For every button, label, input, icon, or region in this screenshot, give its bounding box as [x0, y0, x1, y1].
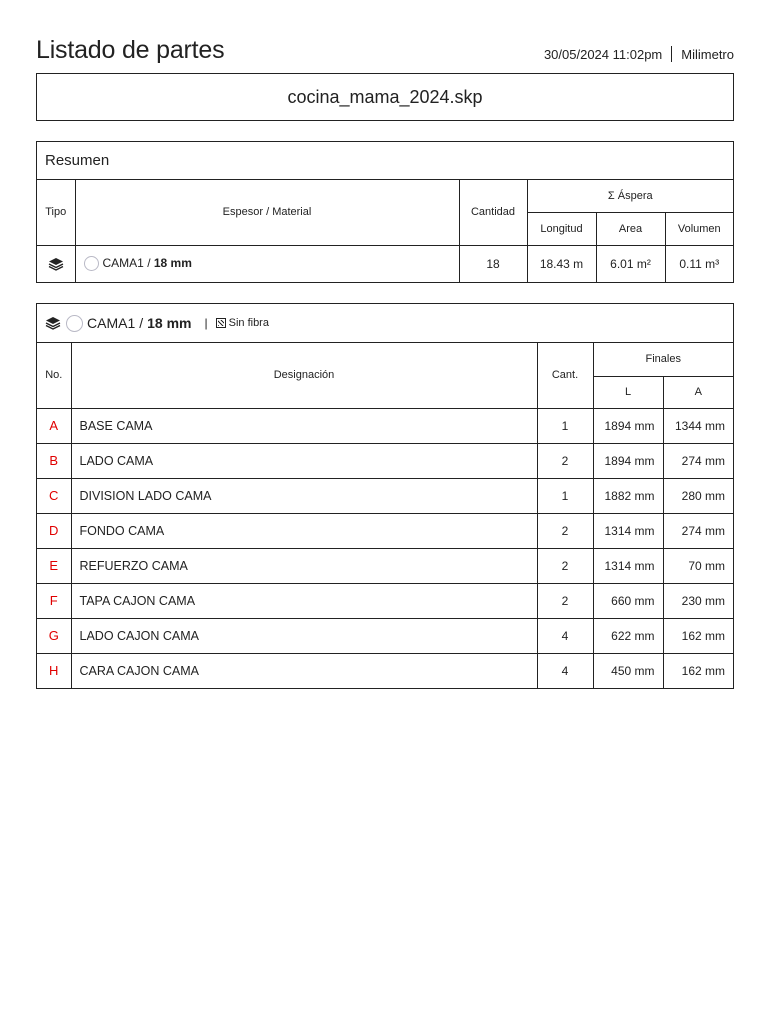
summary-thickness: 18 mm: [153, 256, 192, 271]
part-width: 162 mm: [663, 618, 733, 653]
report-units: Milimetro: [681, 46, 734, 62]
part-length: 1882 mm: [593, 478, 663, 513]
part-length: 1314 mm: [593, 513, 663, 548]
part-cant: 4: [537, 618, 593, 653]
summary-header: [37, 142, 733, 180]
part-no: C: [37, 478, 71, 513]
part-width: 274 mm: [663, 443, 733, 478]
part-name: CARA CAJON CAMA: [71, 653, 537, 688]
part-no: D: [37, 513, 71, 548]
material-color-circle: [66, 315, 83, 332]
part-cant: 1: [537, 408, 593, 443]
summary-volumen: 0.11 m³: [665, 245, 733, 282]
table-row: [37, 618, 733, 653]
parts-rows: [37, 408, 733, 688]
part-cant: 2: [537, 443, 593, 478]
part-cant: 1: [537, 478, 593, 513]
parts-group-header: [37, 304, 733, 343]
parts-panel: [36, 303, 734, 689]
col-no: No.: [37, 343, 71, 408]
header-meta: [544, 46, 734, 62]
material-color-circle: [84, 256, 99, 271]
summary-panel: [36, 141, 734, 283]
table-row: [37, 478, 733, 513]
parts-table: [37, 343, 733, 688]
part-no: A: [37, 408, 71, 443]
table-row: [37, 408, 733, 443]
part-name: LADO CAMA: [71, 443, 537, 478]
summary-title: Resumen: [45, 152, 110, 169]
part-length: 660 mm: [593, 583, 663, 618]
part-no: F: [37, 583, 71, 618]
group-material-name: CAMA1: [87, 315, 136, 331]
table-row: [37, 548, 733, 583]
grain-icon: [216, 318, 226, 328]
col-cant: Cant.: [537, 343, 593, 408]
summary-material-cell: [75, 245, 459, 282]
part-width: 274 mm: [663, 513, 733, 548]
summary-area: 6.01 m²: [596, 245, 665, 282]
col-material: Espesor / Material: [75, 180, 459, 245]
part-width: 70 mm: [663, 548, 733, 583]
summary-material-name: CAMA1: [102, 256, 144, 271]
part-length: 1314 mm: [593, 548, 663, 583]
part-cant: 2: [537, 583, 593, 618]
part-no: H: [37, 653, 71, 688]
col-l: L: [593, 376, 663, 408]
part-width: 280 mm: [663, 478, 733, 513]
group-pipe-separator: |: [204, 316, 208, 330]
stack-layers-icon: [45, 316, 61, 330]
meta-separator: [671, 46, 672, 62]
part-no: E: [37, 548, 71, 583]
part-cant: 2: [537, 513, 593, 548]
table-row: [37, 653, 733, 688]
part-length: 450 mm: [593, 653, 663, 688]
col-finales: Finales: [593, 343, 733, 376]
summary-longitud: 18.43 m: [527, 245, 596, 282]
part-cant: 2: [537, 548, 593, 583]
report-datetime: 30/05/2024 11:02pm: [543, 46, 663, 62]
part-width: 162 mm: [663, 653, 733, 688]
col-cantidad: Cantidad: [459, 180, 527, 245]
col-volumen: Volumen: [665, 212, 733, 245]
page-title: Listado de partes: [36, 36, 225, 64]
table-row: [37, 513, 733, 548]
part-name: TAPA CAJON CAMA: [71, 583, 537, 618]
col-aspera: Σ Áspera: [527, 180, 733, 212]
col-longitud: Longitud: [527, 212, 596, 245]
part-cant: 4: [537, 653, 593, 688]
col-designacion: Designación: [71, 343, 537, 408]
part-name: LADO CAJON CAMA: [71, 618, 537, 653]
summary-cantidad: 18: [459, 245, 527, 282]
file-name: cocina_mama_2024.skp: [287, 86, 483, 107]
summary-table: [37, 180, 733, 282]
report-header: [36, 34, 734, 70]
grain-label: Sin fibra: [228, 317, 269, 329]
part-name: FONDO CAMA: [71, 513, 537, 548]
col-tipo: Tipo: [37, 180, 75, 245]
group-material-separator: /: [139, 315, 144, 331]
table-row: [37, 443, 733, 478]
part-name: DIVISION LADO CAMA: [71, 478, 537, 513]
part-length: 1894 mm: [593, 408, 663, 443]
part-width: 1344 mm: [663, 408, 733, 443]
col-a: A: [663, 376, 733, 408]
table-row: [37, 583, 733, 618]
part-width: 230 mm: [663, 583, 733, 618]
part-length: 622 mm: [593, 618, 663, 653]
summary-type-cell: [37, 245, 75, 282]
summary-row: [37, 245, 733, 282]
part-name: REFUERZO CAMA: [71, 548, 537, 583]
stack-layers-icon: [48, 257, 64, 271]
file-name-box: [36, 73, 734, 121]
group-thickness: 18 mm: [147, 315, 192, 331]
col-area: Area: [596, 212, 665, 245]
part-name: BASE CAMA: [71, 408, 537, 443]
part-length: 1894 mm: [593, 443, 663, 478]
part-no: G: [37, 618, 71, 653]
summary-material-separator: /: [147, 256, 151, 271]
part-no: B: [37, 443, 71, 478]
